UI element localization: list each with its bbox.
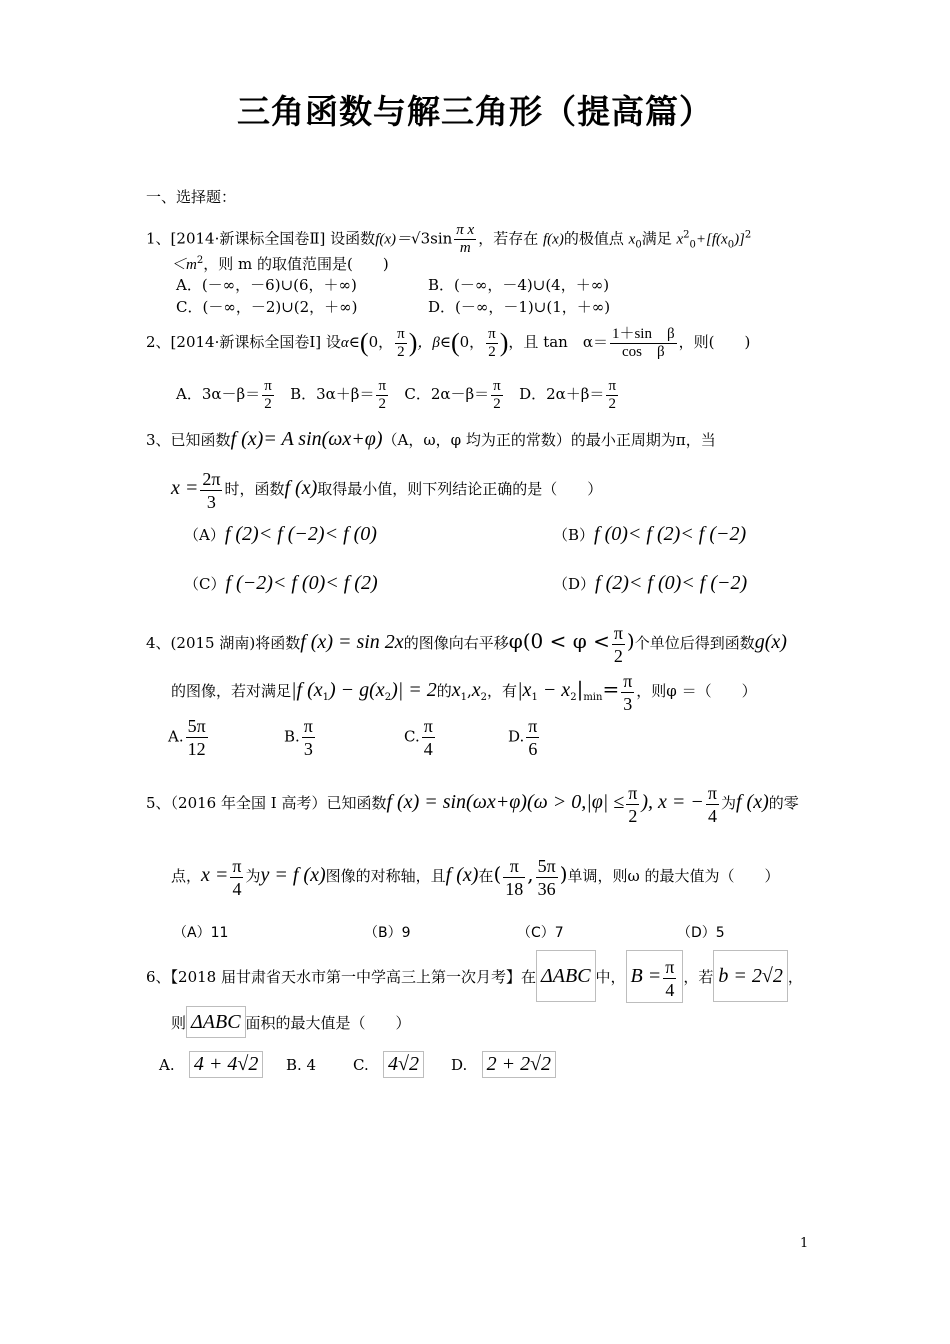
q3-a-expr: f (2)< f (−2)< f (0) [224, 523, 377, 545]
q6-option-b: B. 4 [286, 1056, 317, 1074]
q6-side-b: b = 2√2 [713, 950, 787, 1002]
q3-option-b [553, 523, 746, 546]
q4-b-num: π [303, 716, 313, 736]
q5-line2-e: 单调，则ω 的最大值为（ ） [567, 867, 780, 885]
q3-stem-a: 已知函数 [170, 431, 231, 449]
q6-a-value: 4 + 4√2 [189, 1051, 263, 1078]
q4-stem-a: 将函数 [255, 634, 301, 652]
q6-triangle-2: ΔABC [186, 1006, 246, 1038]
q4-number: 4、 [146, 634, 171, 652]
q6-c-label: C. [353, 1056, 369, 1074]
q1-line2b: ，则 m 的取值范围是( ) [203, 255, 389, 273]
q4-source: (2015 湖南) [170, 634, 256, 652]
q2-two-a: 2 [397, 343, 405, 360]
page-number: 1 [800, 1236, 809, 1251]
question-4-line-2: 的图像，若对满足|f $(x_1) - g(x_2)| = 2$的$x_1,x_2$，有$|x_1 - x_2|_{min}=$ $\frac{\pi}{3}$ ，则φ ＝（ ） [171, 670, 757, 714]
q6-triangle: ΔABC [536, 950, 596, 1002]
q2-zero-a: 0， [368, 333, 394, 351]
q6-option-c [353, 1051, 424, 1078]
q5-fx-end: ), x = − [641, 791, 704, 813]
q3-d-label: （D） [553, 575, 596, 593]
q2-option-d: D．2α＋β＝ [519, 385, 605, 403]
q5-option-a: （A）11 [173, 925, 229, 941]
q6-beq-label: B = [630, 965, 662, 987]
q6-number: 6、 [146, 968, 171, 986]
q1-stem-d: 满足 [641, 229, 672, 248]
question-4-line-1: 4、(2015 湖南)将函数f (x) = sin 2x的图像向右平移φ(0 < φ < $\frac{\pi}{2}$ )个单位后得到函数g(x) [146, 622, 787, 666]
q3-d-expr: f (2)< f (0)< f (−2) [595, 572, 748, 594]
q1-cond: +[f(x [695, 231, 728, 248]
q4-gx: g(x) [754, 631, 787, 653]
q4-fx: f (x) = sin 2x [300, 631, 404, 653]
q6-source: 【2018 届甘肃省天水市第一中学高三上第一次月考】 [170, 968, 521, 986]
q6-line2-a: 则 [171, 1014, 187, 1032]
q4-eq: = [602, 677, 620, 701]
q6-c-value: 4√2 [383, 1051, 424, 1078]
q4-a-label: A. [168, 727, 184, 746]
q5-xeq: x = [201, 864, 229, 886]
q5-option-c: （C）7 [517, 925, 564, 941]
q4-min-sub: min [583, 692, 603, 703]
q4-line2-d: ，则φ ＝（ ） [636, 682, 757, 700]
q4-d-label: D. [508, 727, 525, 746]
page-title: 三角函数与解三角形（提高篇） [237, 92, 713, 131]
question-3-line-2 [171, 466, 602, 513]
q5-int-sep: , [527, 862, 534, 886]
q4-a-den: 12 [187, 739, 206, 759]
q5-stem-b: 为 [720, 794, 736, 812]
question-1-line-1: 1、[2014·新课标全国卷Ⅱ] 设函数f(x)＝√3sin $\frac{\text{π x}}{m}$ ，若存在 f(x)的极值点 $x_0$满足 $x^2_0+[f(x_0)]^2$ [146, 222, 752, 256]
q5-stem-c: 的零 [768, 794, 799, 812]
q3-stem-d: 时，函数 [224, 480, 285, 498]
q5-option-b: （B）9 [364, 925, 411, 941]
q5-int-a-den: 18 [505, 878, 524, 899]
q4-line2-a: 的图像，若对满足 [171, 682, 292, 700]
q4-b-label: B. [284, 727, 300, 746]
question-2-line-1: 2、[2014·新课标全国卷Ⅰ] 设α∈(0， $\frac{\pi}{2}$ )，β∈(0， $\frac{\pi}{2}$ )，且 tan α＝ $\frac{\text{1＋sin β}}{\text{cos β}}$ ，则( ) [146, 325, 751, 360]
q4-c-label: C. [404, 727, 420, 746]
q4-phi-cond: φ(0 < φ < [508, 629, 610, 653]
question-6-line-1 [146, 950, 803, 1003]
q5-yfx: y = f (x) [260, 864, 326, 886]
q2-source: [2014·新课标全国卷Ⅰ] [170, 333, 322, 351]
question-3-line-1 [146, 427, 716, 452]
q2-option-c: C．2α－β＝ [404, 385, 490, 403]
q4-abs-1: |f (x [291, 679, 323, 701]
question-6-line-2 [171, 1006, 411, 1038]
q1-stem-c: 的极值点 [563, 229, 624, 248]
q4-min-1: |x [517, 679, 532, 701]
q6-line2-b: 面积的最大值是（ ） [245, 1014, 411, 1032]
q5-int-b-num: 5π [537, 855, 556, 876]
q3-c-label: （C） [184, 575, 226, 593]
q3-frac-num: 2π [202, 468, 221, 489]
q4-stem-c: 个单位后得到函数 [634, 634, 755, 652]
q6-b-angle [626, 950, 684, 1003]
q1-frac-num: π x [456, 222, 475, 238]
q2-beta-in: ，β∈ [417, 335, 451, 351]
q3-stem-b: （A，ω，φ 均为正的常数）的最小正周期为 [382, 431, 676, 449]
q4-x1: x [451, 679, 461, 701]
q3-number: 3、 [146, 431, 171, 449]
q4-option-c [404, 715, 437, 760]
q5-int-b-den: 36 [537, 878, 556, 899]
question-5-line-1: 5、（2016 年全国 I 高考）已知函数f (x) = sin(ωx+φ)(ω > 0,|φ| ≤ $\frac{\pi}{2}$ ), x = − $\frac{\pi}{4}$ 为f (x)的零 [146, 782, 799, 826]
q4-line2-c: ，有 [487, 682, 518, 700]
q4-stem-b: 的图像向右平移 [403, 634, 509, 652]
q2-options: A．3α－β＝ $\frac{\pi}{2}$ B．3α＋β＝ $\frac{\pi}{2}$ C．2α－β＝ $\frac{\pi}{2}$ D．2α＋β＝ $\frac{\pi}{2}$ [176, 377, 617, 412]
q2-zero-b: 0， [459, 333, 485, 351]
q3-frac-den: 3 [206, 491, 216, 512]
q3-b-expr: f (0)< f (2)< f (−2) [594, 523, 747, 545]
q4-min-3: | [576, 677, 584, 701]
q1-x0: x [628, 231, 636, 248]
q3-stem-e: 取得最小值，则下列结论正确的是（ ） [317, 480, 603, 498]
q3-option-a [184, 523, 377, 546]
q1-option-d: D．(－∞，－1)∪(1，＋∞) [428, 298, 611, 316]
q2-tan-num: 1＋sin β [611, 325, 675, 342]
q5-int-a-num: π [503, 855, 525, 878]
q4-d-num: π [528, 716, 538, 736]
q2-tan-den: cos β [621, 343, 665, 360]
q3-fx2: f (x) [284, 477, 318, 499]
q4-option-a [168, 715, 210, 760]
q2-pi-b: π [488, 325, 496, 342]
q6-b-num: π [665, 956, 675, 977]
q4-min-2: − x [537, 679, 571, 701]
q1-fx: f(x)＝ [375, 231, 412, 248]
q2-number: 2、 [146, 333, 171, 351]
q6-b-den: 4 [665, 979, 675, 1000]
q6-stem-b: 中， [595, 968, 626, 986]
q5-fx2: f (x) [736, 791, 769, 813]
q2-stem: 设 [325, 333, 341, 351]
q6-d-label: D. [451, 1056, 468, 1074]
q4-option-b [284, 715, 317, 760]
q2-option-b: B．3α＋β＝ [290, 385, 375, 403]
q3-option-c [184, 572, 378, 595]
q2-alpha-in: α∈ [340, 335, 360, 351]
q5-fx: f (x) = sin(ωx+φ)(ω > 0,|φ| ≤ [386, 791, 625, 813]
q2-option-a: A．3α－β＝ [176, 385, 261, 403]
q6-option-d [451, 1051, 556, 1078]
question-1-line-2: $<m^2$，则 m 的取值范围是( ) [171, 255, 389, 273]
q3-c-expr: f (−2)< f (0)< f (2) [225, 572, 378, 594]
q3-option-d [553, 572, 747, 595]
q2-end: ，则( ) [678, 333, 751, 351]
q4-b-den: 3 [303, 739, 313, 759]
q1-frac-den: m [459, 240, 471, 256]
q3-stem-c: ，当 [685, 431, 716, 449]
q5-line2-c: 图像的对称轴，且 [325, 867, 446, 885]
q5-option-d: （D）5 [677, 925, 725, 941]
q3-a-label: （A） [184, 526, 225, 544]
q6-stem-d: ， [787, 968, 803, 986]
q1-option-a: A．(－∞，－6)∪(6，＋∞) [176, 276, 357, 294]
q6-option-a [159, 1051, 263, 1078]
q1-line2: ＜m [171, 257, 197, 273]
q4-abs-2: ) − g(x [328, 679, 385, 701]
q4-line2-b: 的 [436, 682, 452, 700]
q1-number: 1、 [146, 229, 171, 248]
q5-line2-a: 点， [171, 867, 202, 885]
q6-a-label: A. [159, 1056, 175, 1074]
q1-fraction [454, 222, 476, 257]
q1-option-b: B．(－∞，－4)∪(4，＋∞) [428, 276, 610, 294]
q4-abs-3: )| = 2 [391, 679, 437, 701]
q3-x-eq: x = [171, 477, 199, 499]
q1-sqrt3sin: √3sin [411, 229, 453, 248]
q4-a-num: 5π [187, 716, 206, 736]
q1-stem-b: ，若存在 [478, 229, 539, 248]
q5-line2-b: 为 [245, 867, 261, 885]
q2-two-b: 2 [488, 343, 496, 360]
q6-stem-c: ，若 [683, 968, 714, 986]
q3-pi: π [675, 431, 686, 449]
q3-fx: f (x)= A sin(ωx+φ) [230, 428, 383, 450]
q4-c-num: π [423, 716, 433, 736]
question-5-line-2: 点，x = $\frac{\pi}{4}$ 为y = f (x)图像的对称轴，且f (x)在( $\frac{\pi}{18}$ , $\frac{5\pi}{36}$ )单调，则ω 的最大值为（ ） [171, 855, 780, 899]
q5-fx3: f (x) [445, 864, 479, 886]
q2-pi-a: π [397, 325, 405, 342]
q4-c-den: 4 [423, 739, 433, 759]
q5-number: 5、 [146, 794, 171, 812]
q5-stem-a: 已知函数 [326, 794, 387, 812]
q5-int-open: ( [493, 862, 502, 886]
section-heading: 一、选择题： [146, 188, 237, 206]
q4-d-den: 6 [528, 739, 538, 759]
q2-tan: ，且 tan α＝ [508, 333, 608, 351]
q5-line2-d: 在 [478, 867, 494, 885]
q5-source: （2016 年全国 I 高考） [170, 794, 327, 812]
q4-option-d [508, 715, 541, 760]
q1-cond2: )] [734, 231, 745, 248]
q1-stem-a: 设函数 [330, 229, 376, 248]
q5-int-close: ) [559, 862, 568, 886]
q3-b-label: （B） [553, 526, 595, 544]
q6-d-value: 2 + 2√2 [482, 1051, 556, 1078]
q6-stem-a: 在 [521, 968, 537, 986]
q1-source: [2014·新课标全国卷Ⅱ] [170, 229, 326, 248]
q1-option-c: C．(－∞，－2)∪(2，＋∞) [176, 298, 358, 316]
q4-phi-end: ) [626, 629, 635, 653]
